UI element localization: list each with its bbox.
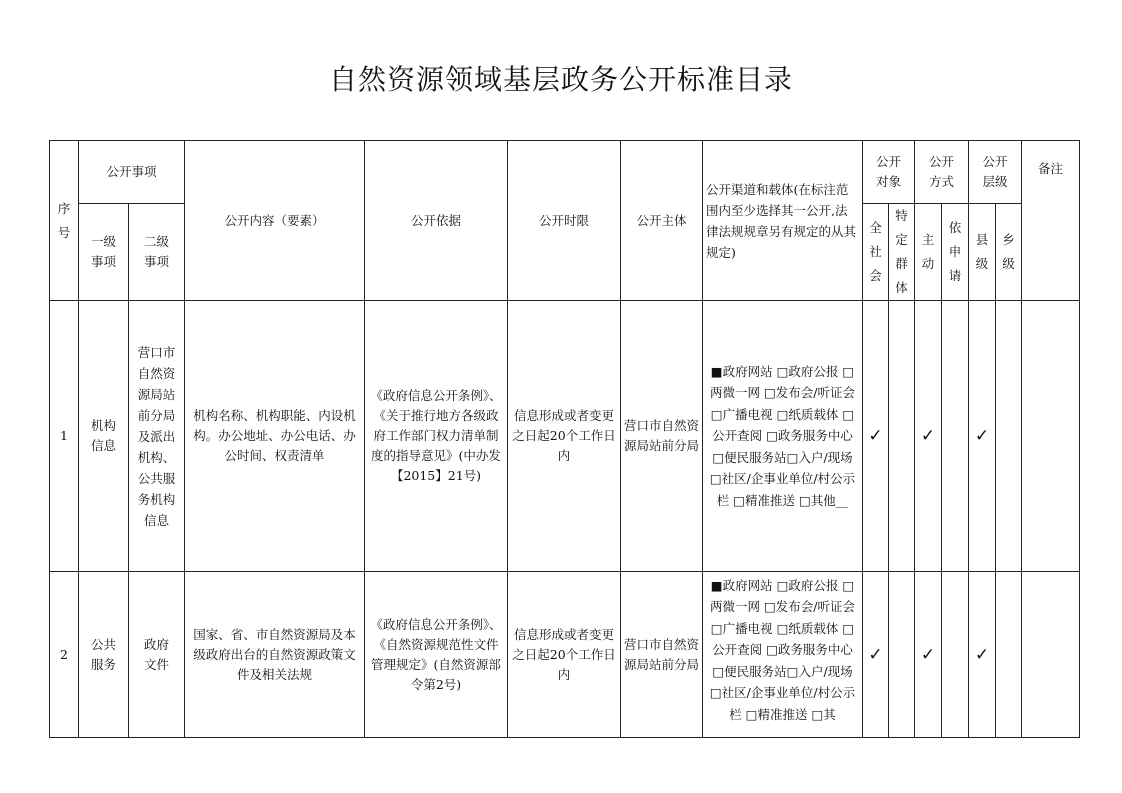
check-target-all: ✓ — [863, 572, 889, 738]
header-method: 公开方式 — [915, 141, 969, 204]
header-method-apply: 依申请 — [942, 204, 969, 301]
header-content: 公开内容（要素） — [185, 141, 365, 301]
header-matter: 公开事项 — [79, 141, 185, 204]
row-seq: 2 — [50, 572, 79, 738]
table-row — [50, 301, 1080, 572]
header-seq: 序号 — [50, 141, 79, 301]
row-level1: 机构信息 — [79, 301, 129, 572]
header-level: 公开层级 — [969, 141, 1022, 204]
check-target-all: ✓ — [863, 301, 889, 572]
check-target-specific — [889, 301, 915, 572]
row-level1: 公共服务 — [79, 572, 129, 738]
check-target-specific — [889, 572, 915, 738]
header-level1: 一级事项 — [79, 204, 129, 301]
row-level2: 营口市自然资源局站前分局及派出机构、公共服务机构信息 — [129, 301, 185, 572]
row-basis: 《政府信息公开条例》、《关于推行地方各级政府工作部门权力清单制度的指导意见》(中办发【2015】21号) — [365, 301, 508, 572]
header-target: 公开对象 — [863, 141, 915, 204]
check-method-apply — [942, 572, 969, 738]
check-method-active: ✓ — [915, 301, 942, 572]
page-title: 自然资源领域基层政务公开标准目录 — [328, 63, 793, 96]
header-target-all: 全社会 — [863, 204, 889, 301]
row-deadline: 信息形成或者变更之日起20个工作日内 — [508, 301, 621, 572]
check-method-apply — [942, 301, 969, 572]
row-subject: 营口市自然资源局站前分局 — [621, 301, 703, 572]
check-level-town — [996, 572, 1022, 738]
header-deadline: 公开时限 — [508, 141, 621, 301]
row-remark — [1022, 301, 1080, 572]
row-subject: 营口市自然资源局站前分局 — [621, 572, 703, 738]
row-level2: 政府文件 — [129, 572, 185, 738]
header-remark: 备注 — [1022, 141, 1080, 301]
check-method-active: ✓ — [915, 572, 942, 738]
header-level2: 二级事项 — [129, 204, 185, 301]
check-level-county: ✓ — [969, 572, 996, 738]
header-target-specific: 特定群体 — [889, 204, 915, 301]
header-level-county: 县级 — [969, 204, 996, 301]
header-basis: 公开依据 — [365, 141, 508, 301]
row-content: 国家、省、市自然资源局及本级政府出台的自然资源政策文件及相关法规 — [185, 572, 365, 738]
catalog-table — [49, 140, 1080, 738]
header-subject: 公开主体 — [621, 141, 703, 301]
row-channel: ■政府网站 □政府公报 □两微一网 □发布会/听证会 □广播电视 □纸质载体 □公开查阅 □政务服务中心 □便民服务站□入户/现场 □社区/企事业单位/村公示栏 □精准推送 □其 — [703, 572, 863, 738]
header-row-1 — [50, 141, 1080, 204]
header-channel: 公开渠道和载体(在标注范围内至少选择其一公开,法律法规规章另有规定的从其规定) — [703, 141, 863, 301]
row-basis: 《政府信息公开条例》、《自然资源规范性文件管理规定》(自然资源部令第2号) — [365, 572, 508, 738]
check-level-town — [996, 301, 1022, 572]
header-method-active: 主动 — [915, 204, 942, 301]
row-deadline: 信息形成或者变更之日起20个工作日内 — [508, 572, 621, 738]
check-level-county: ✓ — [969, 301, 996, 572]
header-level-town: 乡级 — [996, 204, 1022, 301]
table-row — [50, 572, 1080, 738]
row-remark — [1022, 572, 1080, 738]
row-seq: 1 — [50, 301, 79, 572]
row-content: 机构名称、机构职能、内设机构。办公地址、办公电话、办公时间、权责清单 — [185, 301, 365, 572]
row-channel: ■政府网站 □政府公报 □两微一网 □发布会/听证会 □广播电视 □纸质载体 □公开查阅 □政务服务中心 □便民服务站□入户/现场 □社区/企事业单位/村公示栏 □精准推送 □其他__ — [703, 301, 863, 572]
